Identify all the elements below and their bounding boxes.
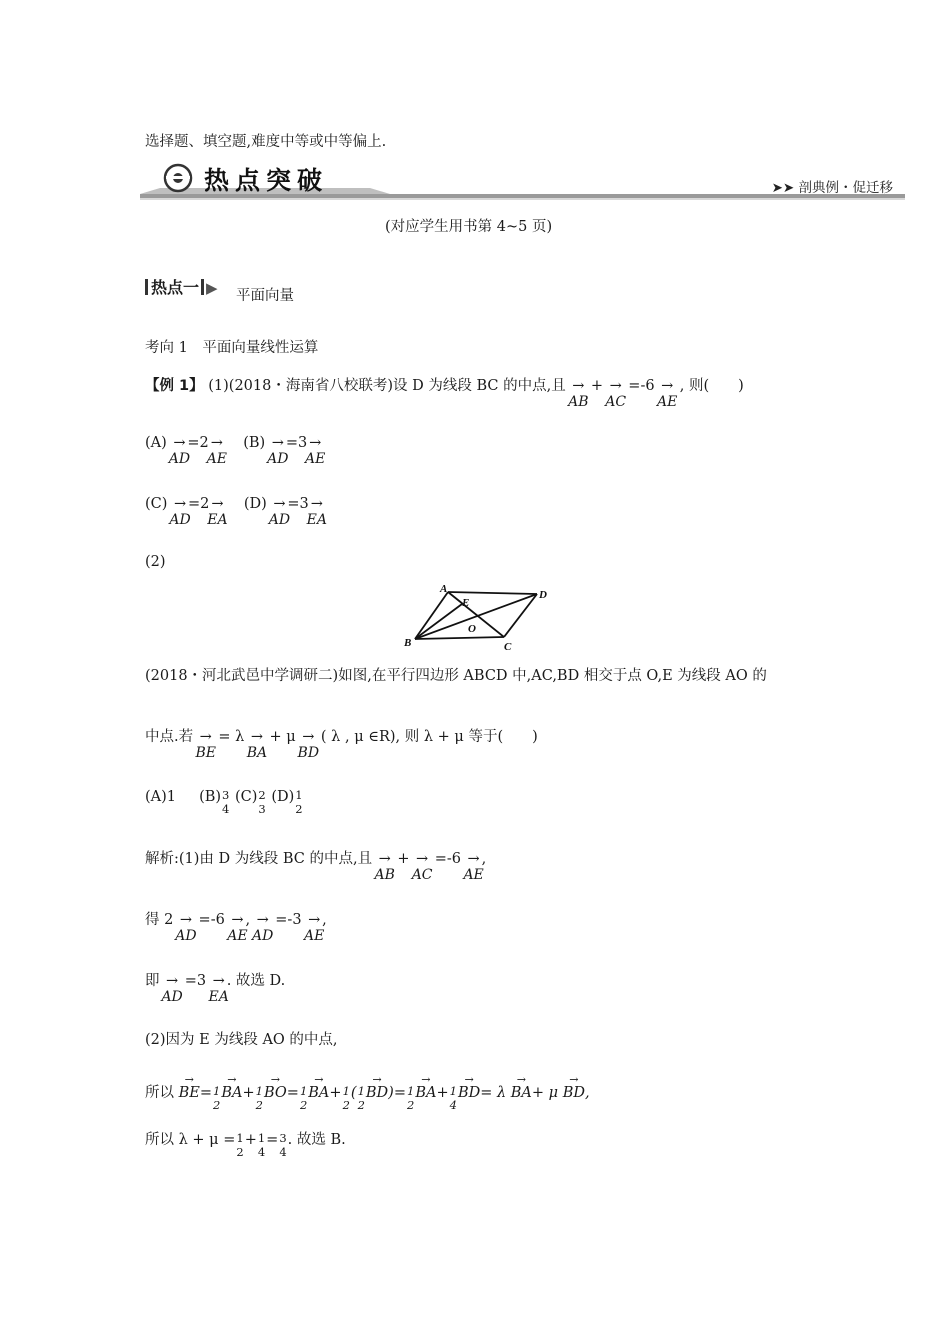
direction-heading: 考向 1 平面向量线性运算 <box>145 340 319 356</box>
q2-line-1: (2018・河北武邑中学调研二)如图,在平行四边形 ABCD 中,AC,BD 相交于点 O,E 为线段 AO 的 <box>145 668 767 684</box>
q1-suffix: , 则( ) <box>679 378 744 394</box>
vector-BE: → BE <box>195 729 216 761</box>
solution-line-2: 得 2 → AD =-6 → AE , → AD =-3 → AE , <box>145 912 327 944</box>
choices-part-2: (A)1 (B) 3 4 (C) 2 3 (D) 1 2 <box>145 788 303 816</box>
choices-row-1: (A) → AD =2 → AE (B) → AD =3 → AE <box>145 435 326 467</box>
point-A-label: A <box>440 583 448 595</box>
parallelogram-figure <box>400 582 550 654</box>
point-C-label: C <box>504 641 512 653</box>
vector-BD: → BD <box>297 729 320 761</box>
hotspot-bar-icon <box>145 279 148 295</box>
example-1-question-1 <box>145 374 744 410</box>
solution-line-5: 所以 → BE= 1 2 → BA+ 1 2 → BO= 1 2 → BA+ 1 2 ( 1 2 → BD)= 1 2 → BA+ 1 4 → BD= λ → BA+ μ → BD, <box>145 1073 590 1112</box>
hotspot-bar-icon <box>201 279 204 295</box>
triangle-icon: ▶ <box>206 279 218 297</box>
hotspot-heading <box>145 275 218 298</box>
point-E-label: E <box>462 597 470 609</box>
solution-line-3: 即 → AD =3 → EA . 故选 D. <box>145 973 286 1005</box>
vector-BA: → BA <box>246 729 268 761</box>
vector-AB: → AB <box>568 378 589 410</box>
solution-line-4: (2)因为 E 为线段 AO 的中点, <box>145 1032 338 1048</box>
hotspot-title: 平面向量 <box>236 288 294 304</box>
point-D-label: D <box>539 589 547 601</box>
choices-row-2: (C) → AD =2 → EA (D) → AD =3 → EA <box>145 496 327 528</box>
example-label: 【例 1】 <box>145 378 204 394</box>
section-banner <box>140 158 905 202</box>
page-reference: (对应学生用书第 4~5 页) <box>385 219 553 235</box>
intro-line: 选择题、填空题,难度中等或中等偏上. <box>145 134 387 150</box>
solution-line-6: 所以 λ + μ = 1 2 + 1 4 = 3 4 . 故选 B. <box>145 1131 346 1159</box>
point-O-label: O <box>468 623 476 635</box>
q2-line-2: 中点.若 → BE = λ → BA + μ → BD ( λ , μ ∈R), 则 λ + μ 等于( ) <box>145 729 538 761</box>
hotspot-tag: 热点一 <box>151 278 200 297</box>
solution-line-1: 解析:(1)由 D 为线段 BC 的中点,且 → AB + → AC =-6 → AE , <box>145 851 487 883</box>
part-2-label: (2) <box>145 554 166 570</box>
q1-equation: + → AC =-6 → AE <box>590 378 678 410</box>
point-B-label: B <box>404 637 412 649</box>
banner-subtitle: ➤➤ 剖典例・促迁移 <box>771 180 893 196</box>
q1-prefix: (1)(2018・海南省八校联考)设 D 为线段 BC 的中点,且 <box>208 378 566 394</box>
banner-title: 热点突破 <box>204 166 329 195</box>
